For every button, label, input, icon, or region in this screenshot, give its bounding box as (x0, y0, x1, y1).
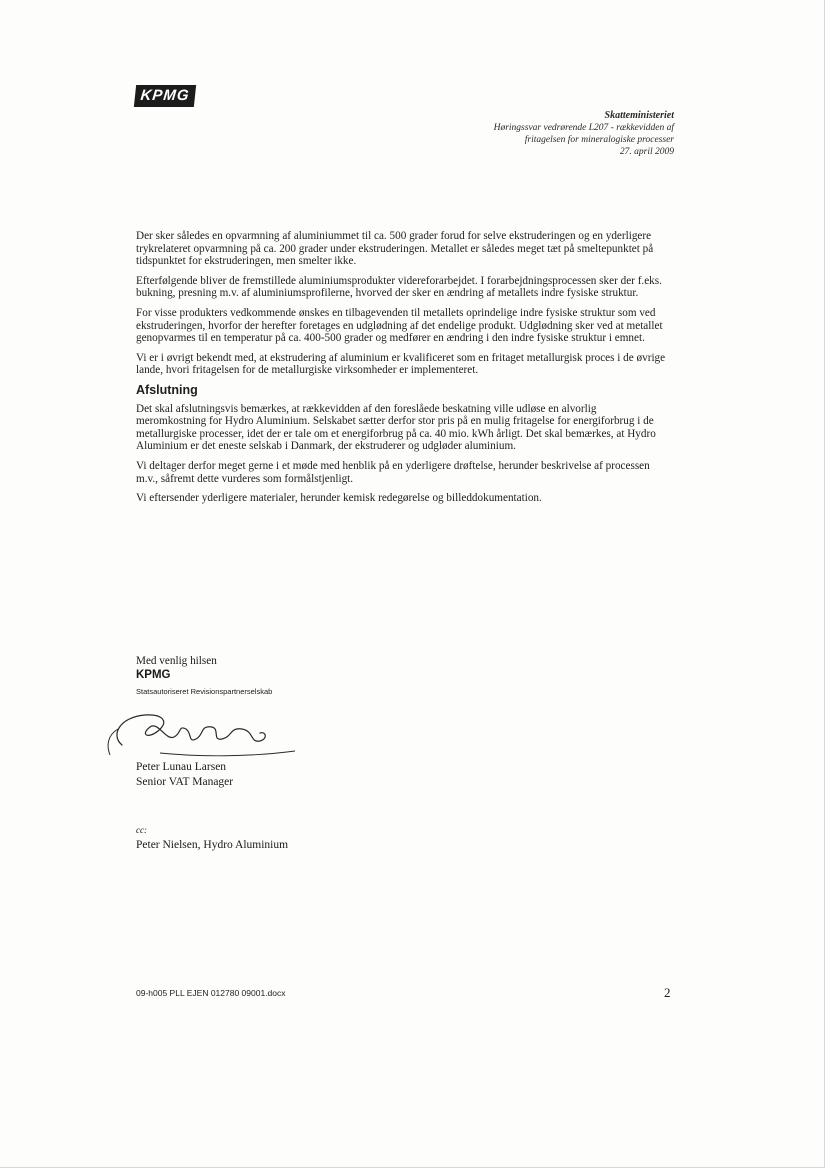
letter-date: 27. april 2009 (619, 147, 674, 157)
kpmg-logo: KPMG (134, 85, 196, 107)
firm-description: Statsautoriseret Revisionspartnerselskab (136, 687, 273, 696)
firm-name: KPMG (136, 668, 171, 681)
section-heading: Afslutning (136, 382, 198, 397)
letter-header (374, 110, 674, 158)
body-paragraph: Der sker således en opvarmning af aluminiummet til ca. 500 grader forud for selve ekstruderingen og en yderligere trykrelateret opvarmning på ca. 200 grader under ekstruderingen. Metallet er således meget tæt på smeltepunktet på tidspunktet for ekstruderingen, men smelter ikke. (136, 230, 654, 268)
signer-title: Senior VAT Manager (136, 776, 234, 788)
letter-body (136, 230, 666, 512)
handwritten-signature (100, 705, 300, 765)
cc-block (136, 823, 288, 853)
body-paragraph: Efterfølgende bliver de fremstillede aluminiumsprodukter videreforarbejdet. I forarbejdningsprocessen sker der f.eks. bukning, presning m.v. af aluminiumsprofilerne, hvorved der sker en ændring af metallets indre fysiske struktur. (136, 274, 662, 300)
signer-block (136, 760, 233, 790)
document-reference: 09-h005 PLL EJEN 012780 09001.docx (136, 988, 286, 998)
body-paragraph: For visse produkters vedkommende ønskes en tilbagevenden til metallets oprindelige indre fysiske struktur som ved ekstruderingen, hvorfor der herefter foretages en udglødning af det endelige produkt. Udglødning sker ved at metallet genopvarmes til en temperatur på ca. 400-500 grader og medfører en ændring i den indre fysiske struktur i emnet. (136, 306, 663, 345)
cc-recipient: Peter Nielsen, Hydro Aluminium (136, 839, 289, 851)
signer-name: Peter Lunau Larsen (136, 761, 227, 773)
closing-paragraph: Vi eftersender yderligere materialer, herunder kemisk redegørelse og billeddokumentation. (136, 492, 542, 505)
body-paragraph: Vi er i øvrigt bekendt med, at ekstrudering af aluminium er kvalificeret som en fritaget metallurgisk proces i de øvrige lande, hvori fritagelsen for de metallurgiske virksomheder er implementeret. (136, 351, 666, 377)
subject-line-2: fritagelsen for mineralogiske processer (524, 135, 674, 145)
page-number: 2 (664, 985, 671, 1000)
closing-paragraph: Det skal afslutningsvis bemærkes, at rækkevidden af den foreslåede beskatning ville udløse en alvorlig meromkostning for Hydro Aluminium. Selskabet sætter derfor stor pris på en mulig fritagelse for energiforbrug i de metallurgiske processer, idet der er tale om et energiforbrug på ca. 40 mio. kWh årligt. Det skal bemærkes, at Hydro Aluminium er det eneste selskab i Danmark, der ekstruderer og udgløder aluminium. (136, 402, 656, 453)
closing-block (136, 655, 536, 699)
closing-paragraph: Vi deltager derfor meget gerne i et møde med henblik på en yderligere drøftelse, herunder beskrivelse af processen m.v., såfremt dette vurderes som formålstjenligt. (136, 459, 650, 485)
cc-label: cc: (136, 825, 147, 835)
subject-line-1: Høringssvar vedrørende L207 - rækkevidden af (493, 123, 674, 133)
greeting: Med venlig hilsen (136, 655, 217, 667)
recipient: Skatteministeriet (604, 110, 674, 121)
